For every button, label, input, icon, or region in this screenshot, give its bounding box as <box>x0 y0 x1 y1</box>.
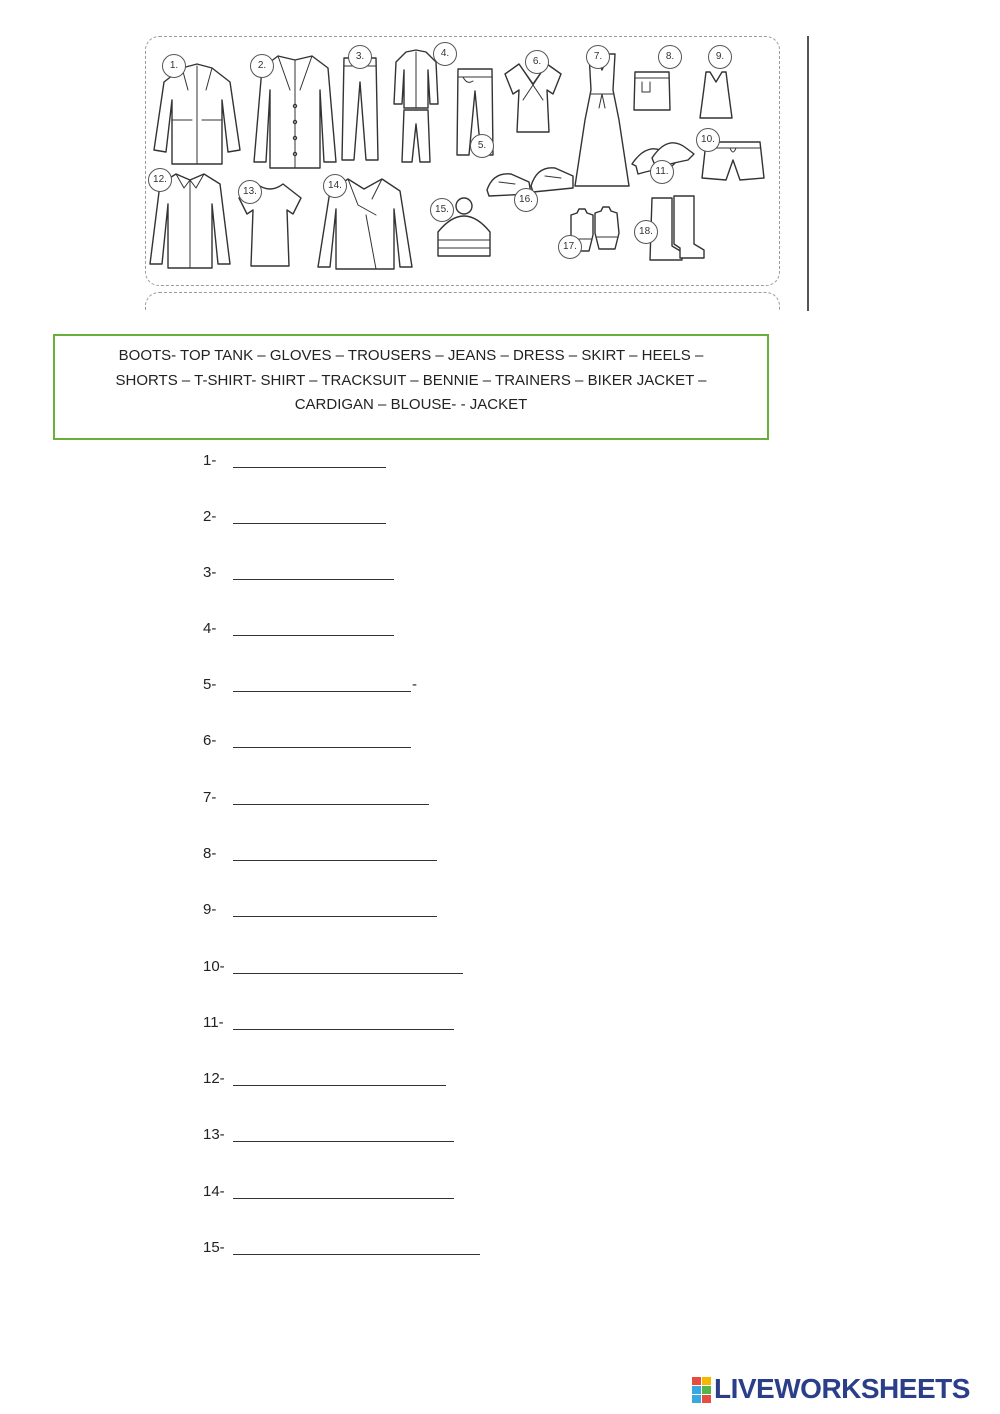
answer-blank[interactable] <box>233 916 437 917</box>
answer-number: 4- <box>203 620 217 637</box>
word-bank <box>53 334 769 440</box>
answer-blank[interactable] <box>233 523 386 524</box>
tracksuit-drawing <box>392 48 440 166</box>
answer-blank[interactable] <box>233 1254 480 1255</box>
answer-blank[interactable] <box>233 635 394 636</box>
vertical-rule <box>807 36 809 312</box>
answer-blank[interactable] <box>233 579 394 580</box>
tank-top-drawing <box>696 70 736 122</box>
liveworksheets-logo-icon <box>692 1377 712 1403</box>
answer-row <box>203 1239 225 1261</box>
answer-row <box>203 676 417 698</box>
answer-blank[interactable] <box>233 467 386 468</box>
word-bank-line: CARDIGAN – BLOUSE- - JACKET <box>294 396 528 413</box>
answer-blank[interactable] <box>233 973 463 974</box>
answer-number: 8- <box>203 845 217 862</box>
answer-row <box>203 1183 225 1205</box>
answer-number: 1- <box>203 452 217 469</box>
jacket-drawing <box>152 60 242 170</box>
picture-number: 16. <box>514 188 538 212</box>
answer-blank[interactable] <box>233 691 411 692</box>
answer-row <box>203 620 216 642</box>
word-bank-line: SHORTS – T-SHIRT- SHIRT – TRACKSUIT – BENNIE – TRAINERS – BIKER JACKET – <box>115 372 707 389</box>
answer-row <box>203 845 216 867</box>
answer-row <box>203 1014 224 1036</box>
answer-row <box>203 508 216 530</box>
picture-number: 18. <box>634 220 658 244</box>
picture-number: 9. <box>708 45 732 69</box>
answer-row <box>203 789 216 811</box>
answer-blank[interactable] <box>233 747 411 748</box>
picture-number: 1. <box>162 54 186 78</box>
answer-number: 12- <box>203 1070 225 1087</box>
answer-tail: - <box>412 676 417 693</box>
answer-row <box>203 564 216 586</box>
picture-number: 17. <box>558 235 582 259</box>
answer-blank[interactable] <box>233 1029 454 1030</box>
skirt-drawing <box>632 68 672 114</box>
answer-number: 9- <box>203 901 217 918</box>
answer-number: 11- <box>203 1014 224 1031</box>
answer-number: 3- <box>203 564 217 581</box>
picture-number: 4. <box>433 42 457 66</box>
answer-number: 7- <box>203 789 217 806</box>
answer-blank[interactable] <box>233 1085 446 1086</box>
answer-blank[interactable] <box>233 1141 454 1142</box>
picture-number: 15. <box>430 198 454 222</box>
answer-row <box>203 958 225 980</box>
picture-number: 2. <box>250 54 274 78</box>
picture-number: 13. <box>238 180 262 204</box>
brand-name: LIVEWORKSHEETS <box>714 1373 970 1404</box>
picture-number: 10. <box>696 128 720 152</box>
picture-cutoff <box>140 311 820 333</box>
picture-number: 14. <box>323 174 347 198</box>
answer-number: 5- <box>203 676 217 693</box>
answer-number: 10- <box>203 958 225 975</box>
picture-number: 8. <box>658 45 682 69</box>
dress-drawing <box>573 50 631 190</box>
answer-row <box>203 452 216 474</box>
answer-number: 13- <box>203 1126 225 1143</box>
picture-number: 5. <box>470 134 494 158</box>
answer-number: 15- <box>203 1239 225 1256</box>
answer-blank[interactable] <box>233 804 429 805</box>
answer-number: 6- <box>203 732 217 749</box>
answer-row <box>203 901 216 923</box>
answer-row <box>203 1070 225 1092</box>
picture-number: 7. <box>586 45 610 69</box>
answer-blank[interactable] <box>233 860 437 861</box>
picture-number: 11. <box>650 160 674 184</box>
answer-blank[interactable] <box>233 1198 454 1199</box>
answer-row <box>203 1126 225 1148</box>
answer-number: 2- <box>203 508 217 525</box>
picture-number: 3. <box>348 45 372 69</box>
picture-number: 12. <box>148 168 172 192</box>
answer-number: 14- <box>203 1183 225 1200</box>
clothing-picture <box>140 30 820 315</box>
word-bank-line: BOOTS- TOP TANK – GLOVES – TROUSERS – JEANS – DRESS – SKIRT – HEELS – <box>118 347 704 364</box>
picture-number: 6. <box>525 50 549 74</box>
answer-row <box>203 732 216 754</box>
